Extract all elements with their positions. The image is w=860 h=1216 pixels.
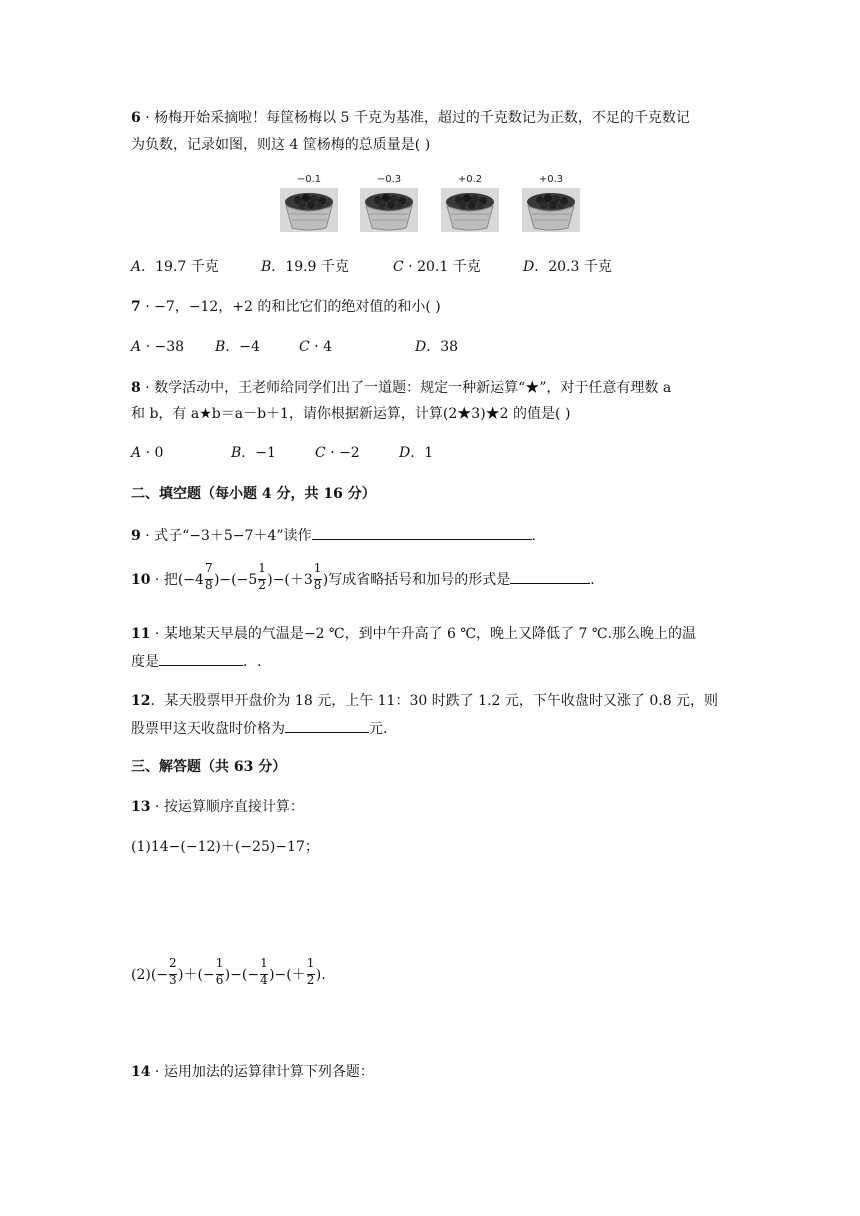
- basket-of-bayberries-icon: [280, 188, 338, 232]
- option-text: · 0: [141, 445, 164, 461]
- denominator: 6: [215, 973, 224, 987]
- q11-answer-blank[interactable]: [159, 651, 243, 666]
- section-2-heading: 二、填空题（每小题 4 分，共 16 分）: [131, 486, 376, 502]
- q11-text1: · 某地某天早晨的气温是−2 ℃，到中午升高了 6 ℃，晚上又降低了 7 ℃.那么晚上的温: [150, 626, 696, 642]
- numerator: 1: [258, 561, 266, 575]
- option-letter: C: [315, 445, 326, 461]
- option-letter: B: [261, 259, 272, 275]
- q9-answer-blank[interactable]: [312, 525, 532, 540]
- numerator: 7: [204, 561, 213, 575]
- q13-number: 13: [131, 799, 151, 815]
- q8-stem-line1: [131, 379, 671, 397]
- basket-3: [441, 174, 499, 232]
- option-text: ．19.9 千克: [271, 259, 349, 275]
- basket-of-bayberries-icon: [441, 188, 499, 232]
- q10-number: 10: [131, 572, 151, 588]
- q13-stem: [131, 798, 304, 816]
- q13p2-text3: )−(＋: [269, 967, 306, 983]
- option-text: · 20.1 千克: [403, 259, 481, 275]
- option-c[interactable]: [315, 444, 399, 462]
- option-letter: D: [415, 339, 427, 355]
- q13p2-fraction-2: [215, 956, 224, 990]
- option-text: ．1: [410, 445, 434, 461]
- q13p2-text4: ).: [315, 967, 326, 983]
- basket-4: [522, 174, 580, 232]
- option-c[interactable]: [299, 338, 415, 356]
- numerator: 1: [306, 956, 315, 970]
- basket-2: [360, 174, 418, 232]
- q10-fraction-2: [258, 561, 266, 595]
- q12-text2: 股票甲这天收盘时价格为: [131, 721, 285, 737]
- q7-text: · −7，−12，+2 的和比它们的绝对值的和小( ): [140, 299, 441, 315]
- denominator: 2: [258, 578, 266, 592]
- q14-stem: [131, 1063, 374, 1081]
- option-letter: B: [231, 445, 242, 461]
- q12-text1: ．某天股票甲开盘价为 18 元，上午 11：30 时跌了 1.2 元，下午收盘时又涨了 0.8 元，则: [150, 693, 719, 709]
- option-letter: D: [523, 259, 535, 275]
- q11-line2: [131, 651, 261, 671]
- q9: [131, 525, 536, 545]
- option-letter: A: [131, 339, 142, 355]
- q10: [131, 561, 595, 595]
- option-text: · 4: [309, 339, 332, 355]
- q13-text: · 按运算顺序直接计算：: [150, 799, 304, 815]
- q10-text2: )−(−5: [213, 572, 258, 588]
- option-a[interactable]: [131, 258, 261, 276]
- option-text: ．−4: [225, 339, 260, 355]
- q6-stem-line1: [131, 109, 690, 127]
- q12-line1: [131, 692, 718, 710]
- option-text: · −2: [325, 445, 360, 461]
- option-d[interactable]: [399, 444, 459, 462]
- option-b[interactable]: [215, 338, 299, 356]
- q10-fraction-1: [204, 561, 213, 595]
- option-letter: C: [299, 339, 310, 355]
- q13p2-text2: )−(−: [224, 967, 260, 983]
- q6-stem-line2: 为负数，记录如图，则这 4 筐杨梅的总质量是( ): [131, 137, 431, 153]
- numerator: 2: [169, 956, 177, 970]
- q9-number: 9: [131, 528, 141, 544]
- q13p2-fraction-4: [306, 956, 315, 990]
- q13p2-fraction-1: [169, 956, 177, 990]
- basket-weight-label: −0.1: [296, 174, 322, 185]
- q13p2-text0: (2)(−: [131, 967, 169, 983]
- option-text: · −38: [141, 339, 185, 355]
- q12-line2: [131, 718, 387, 738]
- option-letter: A: [131, 445, 142, 461]
- q7-options: [131, 338, 475, 356]
- section-3-heading: 三、解答题（共 63 分）: [131, 759, 287, 775]
- option-letter: A: [131, 259, 142, 275]
- option-letter: D: [399, 445, 411, 461]
- basket-weight-label: +0.3: [538, 174, 564, 185]
- option-text: ．38: [426, 339, 459, 355]
- option-text: ．20.3 千克: [534, 259, 612, 275]
- q8-number: 8: [131, 380, 141, 396]
- denominator: 8: [204, 578, 213, 592]
- q10-text4: )写成省略括号和加号的形式是: [322, 572, 511, 588]
- q13p2-text1: )＋(−: [178, 967, 215, 983]
- q12-answer-blank[interactable]: [285, 718, 369, 733]
- basket-of-bayberries-icon: [522, 188, 580, 232]
- option-a[interactable]: [131, 444, 231, 462]
- denominator: 4: [260, 973, 268, 987]
- q11-suffix: ．.: [243, 654, 262, 670]
- q9-suffix: .: [531, 528, 536, 544]
- denominator: 2: [306, 973, 315, 987]
- q13-part1: (1)14−(−12)＋(−25)−17；: [131, 839, 319, 855]
- option-text: ．−1: [241, 445, 276, 461]
- q11-text2: 度是: [131, 654, 159, 670]
- denominator: 3: [169, 973, 177, 987]
- basket-of-bayberries-icon: [360, 188, 418, 232]
- option-a[interactable]: [131, 338, 215, 356]
- q10-fraction-3: [313, 561, 322, 595]
- option-letter: B: [215, 339, 226, 355]
- option-b[interactable]: [261, 258, 393, 276]
- q6-text1: · 杨梅开始采摘啦！每筐杨梅以 5 千克为基准，超过的千克数记为正数，不足的千克数记: [140, 110, 690, 126]
- q11-line1: [131, 625, 696, 643]
- q10-answer-blank[interactable]: [510, 569, 590, 584]
- q14-text: · 运用加法的运算律计算下列各题：: [150, 1064, 374, 1080]
- option-letter: C: [393, 259, 404, 275]
- q10-text1: · 把(−4: [150, 572, 204, 588]
- denominator: 8: [313, 578, 322, 592]
- q10-suffix: .: [590, 572, 595, 588]
- basket-weight-label: +0.2: [457, 174, 483, 185]
- basket-1: [280, 174, 338, 232]
- q12-suffix: 元.: [369, 721, 388, 737]
- option-text: ．19.7 千克: [141, 259, 219, 275]
- q12-number: 12: [131, 693, 151, 709]
- q8-stem-line2: 和 b，有 a★b＝a－b＋1，请你根据新运算，计算(2★3)★2 的值是( ): [131, 406, 571, 422]
- q13-part2: [131, 956, 326, 990]
- q7-stem: [131, 298, 441, 316]
- option-d[interactable]: [415, 338, 475, 356]
- q7-number: 7: [131, 299, 141, 315]
- numerator: 1: [313, 561, 322, 575]
- option-c[interactable]: [393, 258, 523, 276]
- numerator: 1: [215, 956, 224, 970]
- q14-number: 14: [131, 1064, 151, 1080]
- basket-weight-label: −0.3: [376, 174, 402, 185]
- q10-text3: )−(＋3: [267, 572, 313, 588]
- option-b[interactable]: [231, 444, 315, 462]
- numerator: 1: [260, 956, 268, 970]
- q8-options: [131, 444, 459, 462]
- option-d[interactable]: [523, 258, 633, 276]
- q9-text: · 式子“−3＋5−7＋4”读作: [140, 528, 312, 544]
- q8-text1: · 数学活动中，王老师给同学们出了一道题：规定一种新运算“★”，对于任意有理数 a: [140, 380, 672, 396]
- q13p2-fraction-3: [260, 956, 268, 990]
- q11-number: 11: [131, 626, 151, 642]
- q6-options: [131, 258, 633, 276]
- q6-number: 6: [131, 110, 141, 126]
